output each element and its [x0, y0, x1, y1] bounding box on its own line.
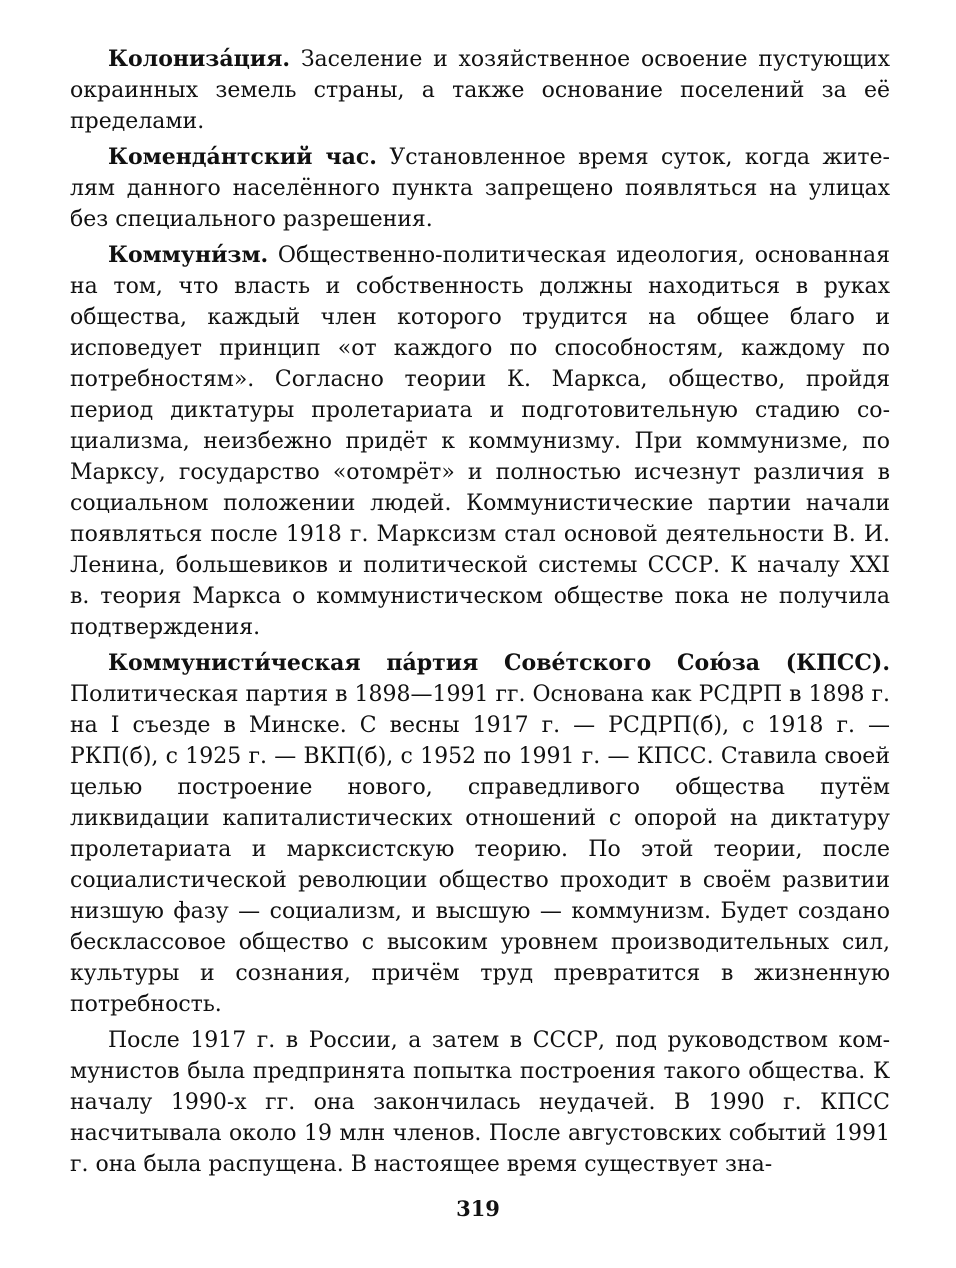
- entry-colonization: [70, 44, 890, 137]
- entry-text: Установленное время суток, когда жителям данного населённого пункта запрещено появляться на улицах без специального разрешения.: [70, 145, 890, 232]
- entry-text: Общественно-политическая идеология, основанная на том, что власть и собственность должны находиться в руках общества, каждый член которого трудится на общее благо и исповедует принцип «от каждого по способностям, каждому по потребностям». Согласно теории К. Маркса, общество, пройдя период диктатуры пролетариата и подготовительную стадию социализма, неизбежно придёт к коммунизму. При коммунизме, по Марксу, государство «отомрёт» и полностью исчезнут различия в социальном положении людей. Коммунистические партии начали появляться после 1918 г. Марксизм стал основой деятельности В. И. Ленина, большевиков и политической системы СССР. К началу XXI в. теория Маркса о коммунистическом обществе пока не получила подтверждения.: [70, 243, 890, 640]
- page-body: [70, 44, 890, 1185]
- entry-communism: [70, 240, 890, 643]
- entry-term: Коммуни́зм.: [108, 242, 269, 268]
- entry-text: После 1917 г. в России, а затем в СССР, под руководством коммунистов была предпринята попытка построения такого общества. К началу 1990-х гг. она закончилась неудачей. В 1990 г. КПСС насчитывала около 19 млн членов. После августовских событий 1991 г. она была распущена. В настоящее время существует зна-: [70, 1028, 890, 1177]
- entry-text: Заселение и хозяйственное освоение пустующих окраинных земель страны, а также основание поселений за её пределами.: [70, 47, 890, 134]
- entry-curfew: [70, 142, 890, 235]
- entry-cpsu-continued: [70, 1025, 890, 1180]
- entry-text: Политическая партия в 1898—1991 гг. Основана как РСДРП в 1898 г. на I съезде в Минске. С весны 1917 г. — РСДРП(б), с 1918 г. — РКП(б), с 1925 г. — ВКП(б), с 1952 по 1991 г. — КПСС. Ставила своей целью построение нового, справедливого общества путём ликвидации капиталистических отношений с опорой на диктатуру пролетариата и марксистскую теорию. По этой теории, после социалистической революции общество проходит в своём развитии низшую фазу — социализм, и высшую — коммунизм. Будет создано бесклассовое общество с высоким уровнем производительных сил, культуры и сознания, причём труд превратится в жизненную потребность.: [70, 682, 891, 1017]
- entry-term: Колониза́ция.: [108, 46, 291, 72]
- entry-cpsu: [70, 648, 890, 1020]
- page-number: 319: [456, 1196, 500, 1221]
- entry-term: Коммунисти́ческая па́ртия Сове́тского Сою́за (КПСС).: [108, 650, 890, 676]
- entry-term: Коменда́нтский час.: [108, 144, 377, 170]
